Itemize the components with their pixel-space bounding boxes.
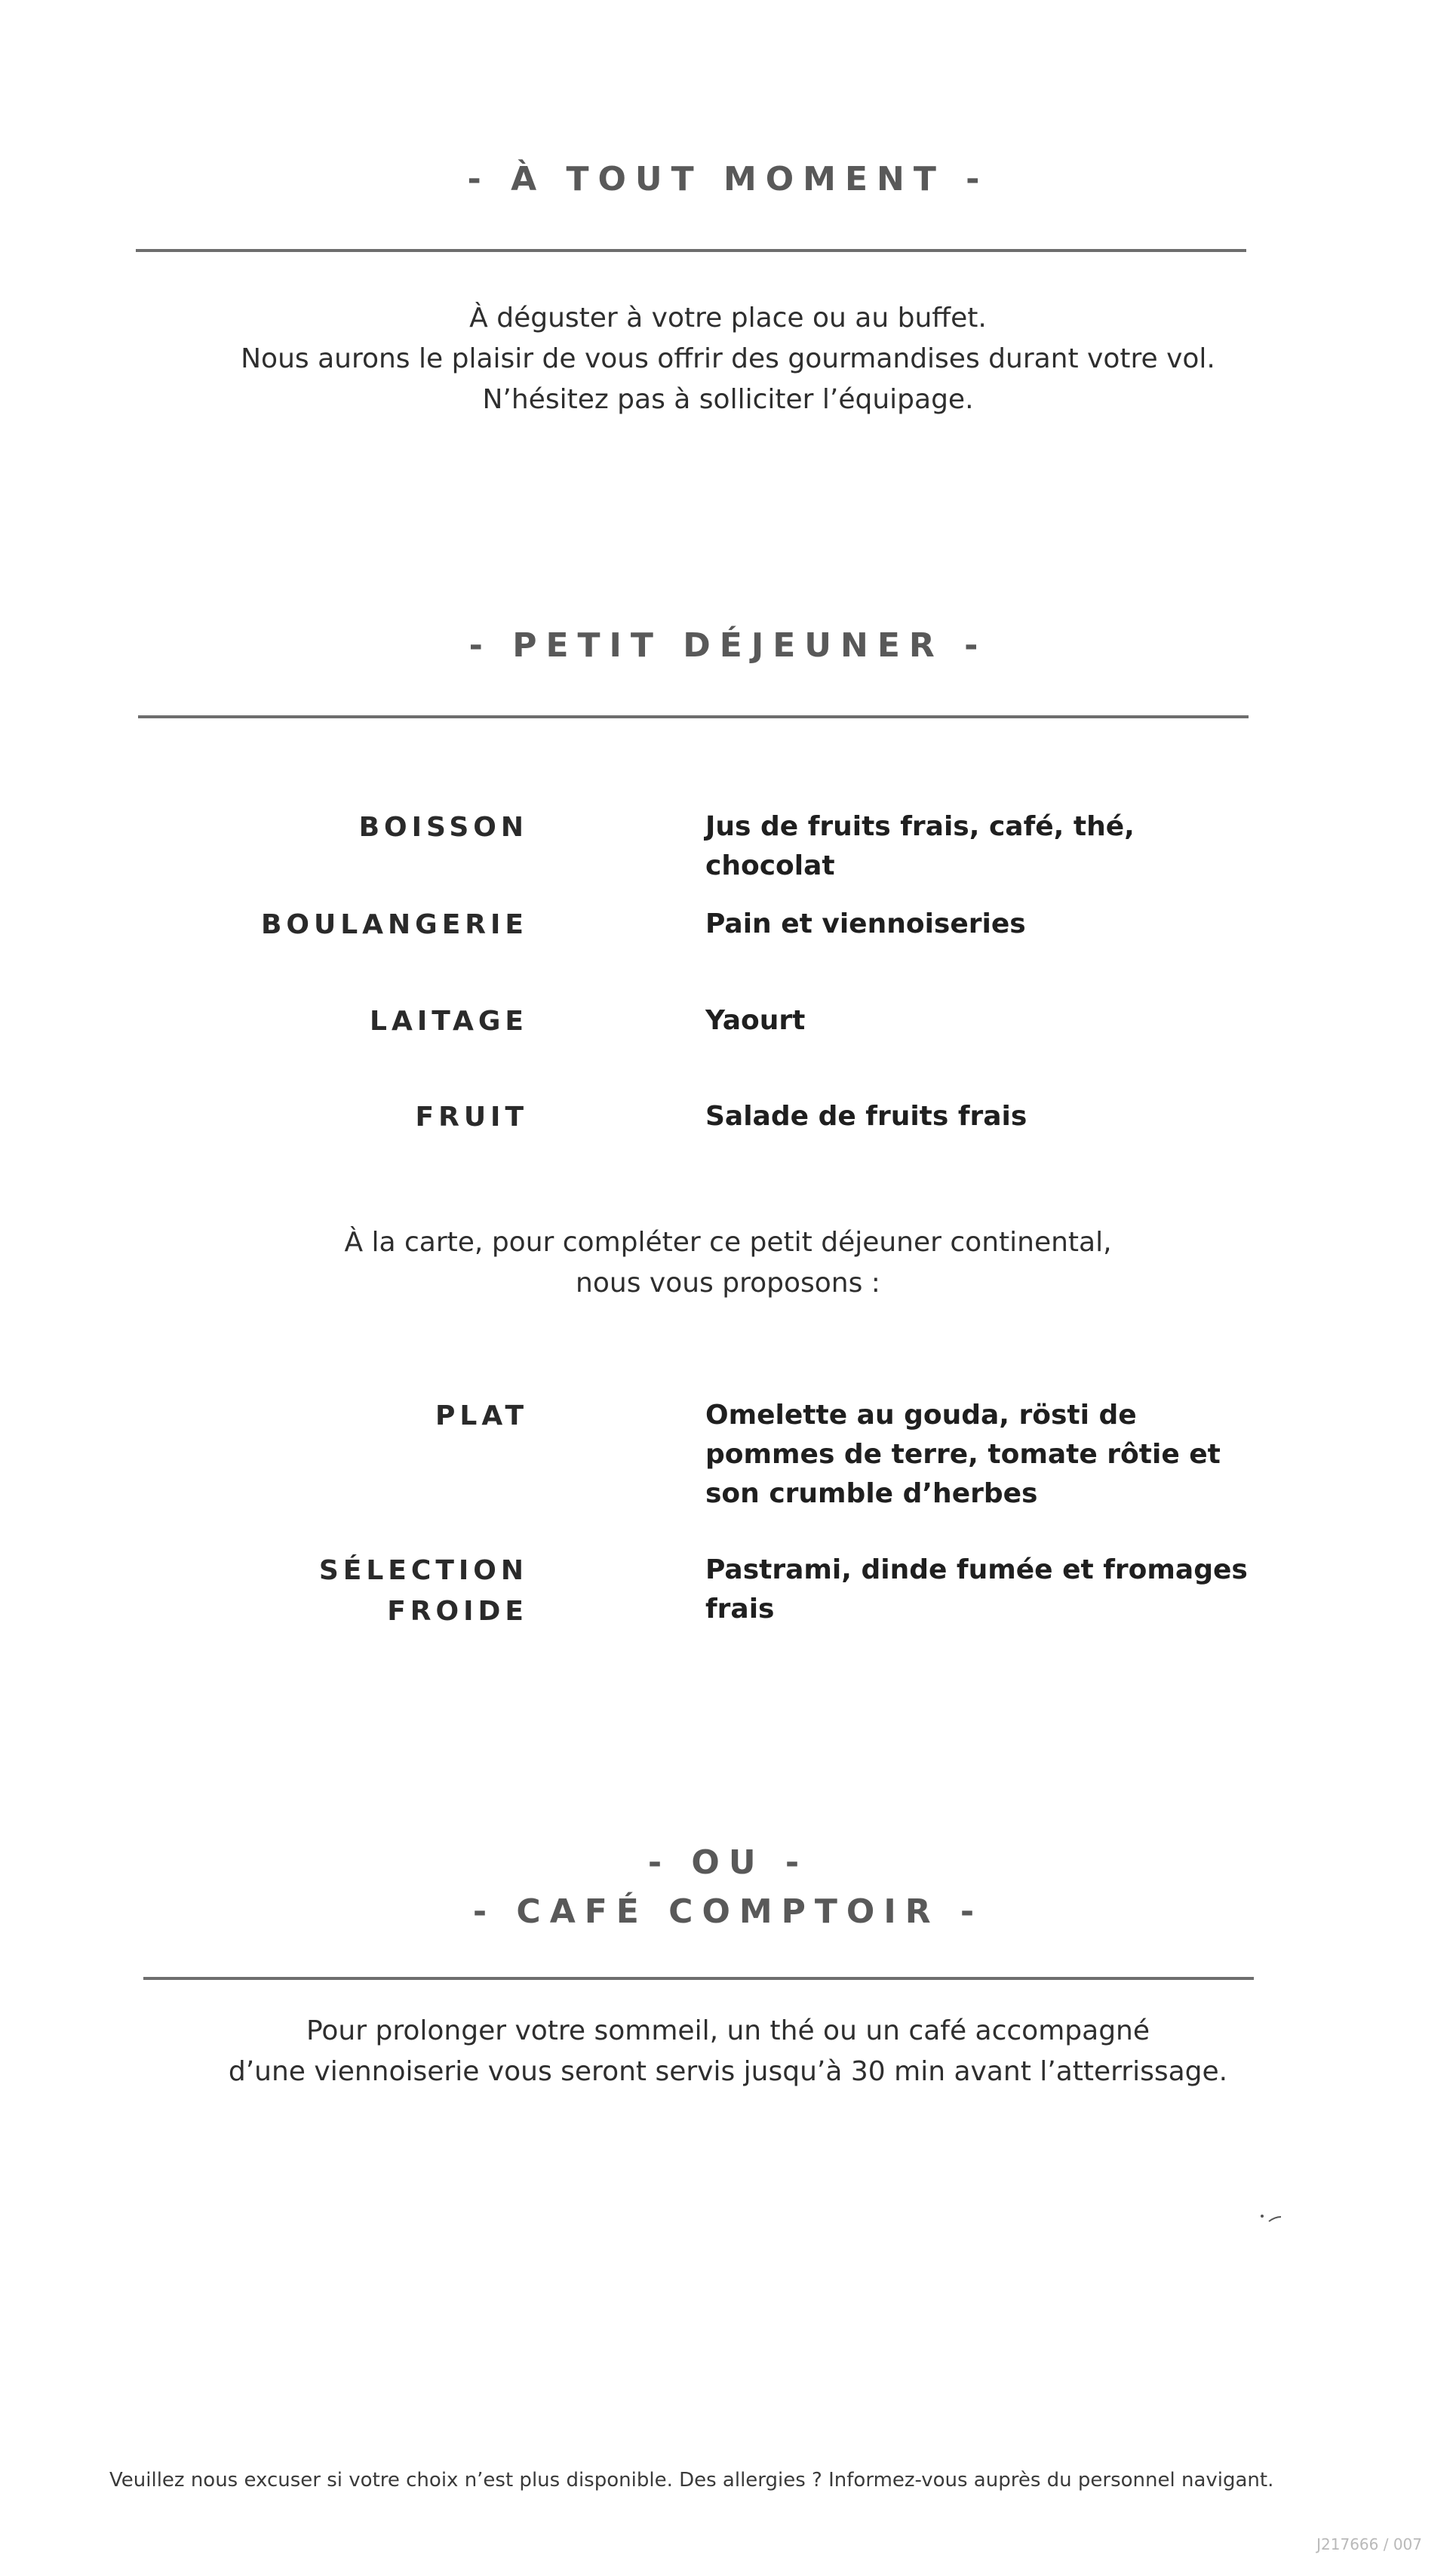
scan-mark xyxy=(1260,2214,1282,2223)
text-line: N’hésitez pas à solliciter l’équipage. xyxy=(482,384,974,415)
section-heading-cafe-comptoir: - CAFÉ COMPTOIR - xyxy=(472,1892,984,1931)
section-heading-tout-moment: - À TOUT MOMENT - xyxy=(467,160,989,198)
menu-value: Pain et viennoiseries xyxy=(705,908,1026,939)
label-line: PLAT xyxy=(435,1400,528,1431)
text-line: À déguster à votre place ou au buffet. xyxy=(469,303,987,334)
text-line: nous vous proposons : xyxy=(576,1268,880,1299)
label-line: FROIDE xyxy=(387,1596,528,1627)
cafe-comptoir-text xyxy=(0,2011,1456,2092)
menu-label: FRUIT xyxy=(415,1102,528,1133)
text-line: À la carte, pour compléter ce petit déjeuner continental, xyxy=(344,1227,1112,1258)
menu-label xyxy=(435,1396,528,1437)
divider-rule xyxy=(143,1977,1254,1980)
menu-row-boulangerie xyxy=(0,905,1456,995)
menu-label: LAITAGE xyxy=(370,1006,528,1037)
text-line: Nous aurons le plaisir de vous offrir des gourmandises durant votre vol. xyxy=(241,343,1215,374)
text-line: Pour prolonger votre sommeil, un thé ou un café accompagné xyxy=(306,2015,1150,2046)
divider-rule xyxy=(138,715,1249,718)
menu-value: Salade de fruits frais xyxy=(705,1101,1027,1132)
section-heading-ou: - OU - xyxy=(647,1843,809,1882)
menu-row-boisson xyxy=(0,807,1456,898)
menu-row-fruit xyxy=(0,1097,1456,1188)
section-heading-petit-dejeuner: - PETIT DÉJEUNER - xyxy=(468,626,988,665)
menu-label: BOISSON xyxy=(358,812,528,843)
menu-value: Omelette au gouda, rösti de pommes de terre, tomate rôtie et son crumble d’herbes xyxy=(705,1400,1221,1509)
tout-moment-text xyxy=(0,298,1456,420)
menu-value: Jus de fruits frais, café, thé, chocolat xyxy=(705,811,1135,881)
text-line: d’une viennoiserie vous seront servis jusqu’à 30 min avant l’atterrissage. xyxy=(228,2056,1228,2087)
a-la-carte-text xyxy=(0,1222,1456,1304)
divider-rule xyxy=(136,249,1246,252)
menu-value: Yaourt xyxy=(705,1005,806,1036)
reference-code: J217666 / 007 xyxy=(1316,2535,1422,2553)
menu-label xyxy=(319,1551,528,1632)
menu-row-plat xyxy=(0,1396,1456,1517)
footer-note: Veuillez nous excuser si votre choix n’est plus disponible. Des allergies ? Informez-vous auprès du personnel navigant. xyxy=(109,2469,1274,2492)
menu-label: BOULANGERIE xyxy=(260,909,528,940)
label-line: SÉLECTION xyxy=(318,1555,528,1586)
menu-value: Pastrami, dinde fumée et fromages frais xyxy=(705,1554,1248,1625)
menu-row-selection-froide xyxy=(0,1551,1456,1634)
menu-row-laitage xyxy=(0,1001,1456,1092)
